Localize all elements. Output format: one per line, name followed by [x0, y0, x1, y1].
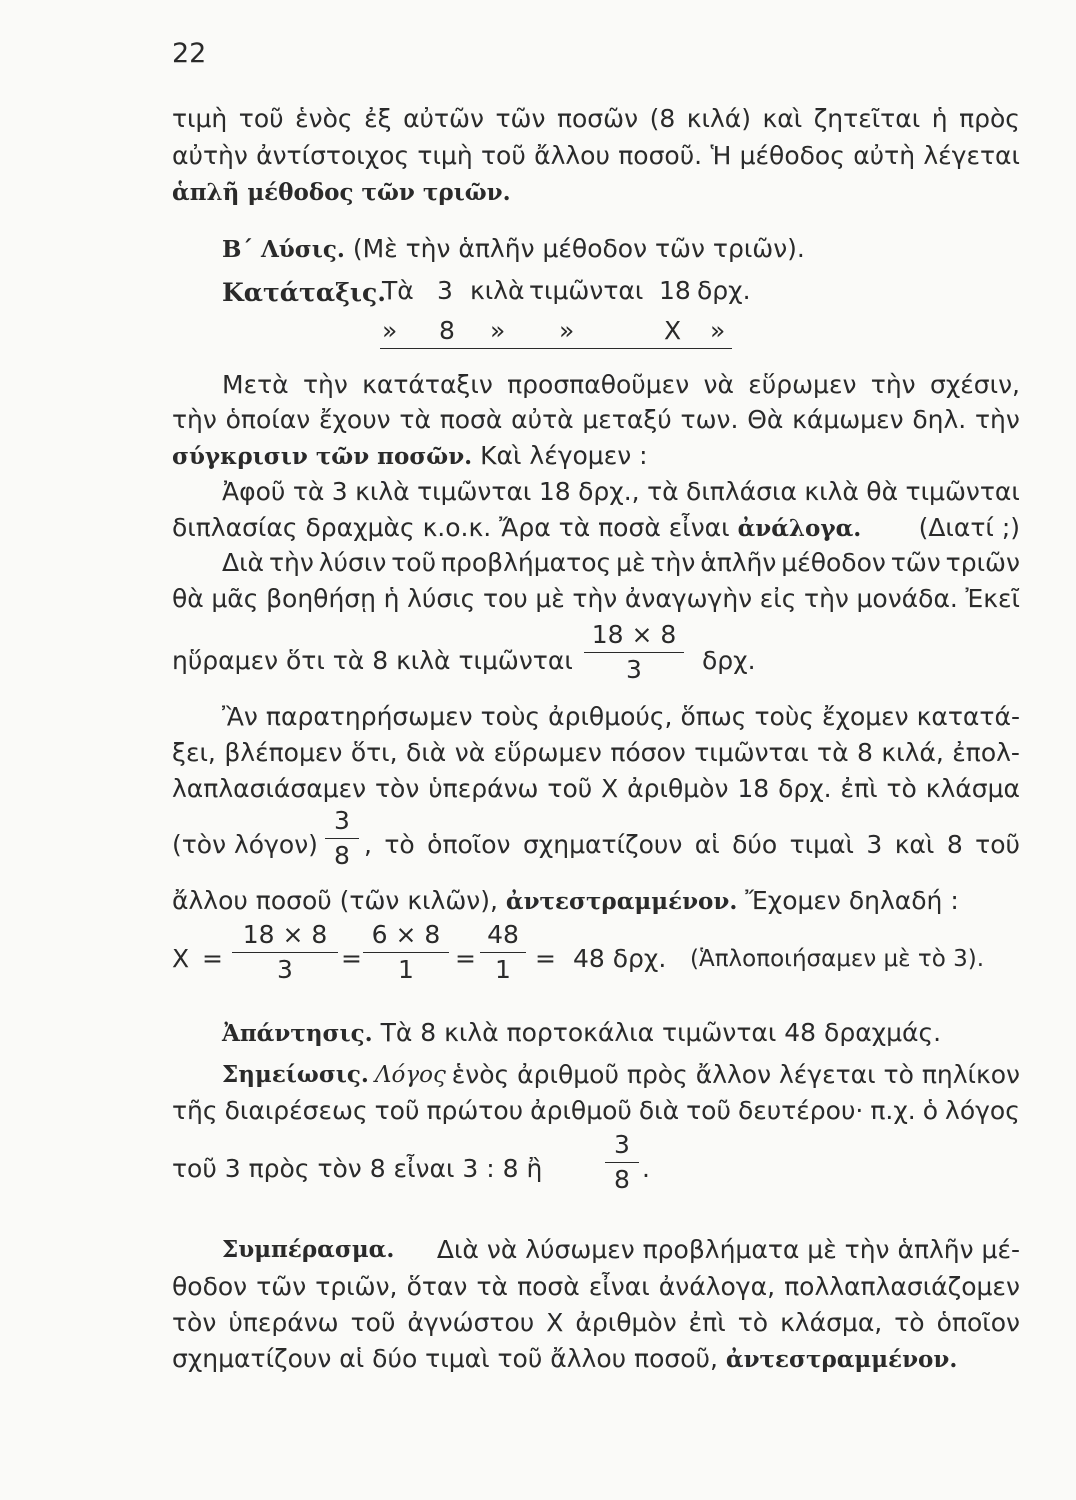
equation-lhs: Χ: [172, 944, 190, 973]
fraction: $\frac{18 \times 8}{3}$: [232, 920, 338, 985]
text-line: αὐτὴν ἀντίστοιχος τιμὴ τοῦ ἄλλου ποσοῦ. Ἡ μέθοδος αὐτὴ λέγεται: [172, 141, 1020, 170]
arrangement-row-1-word: Τὰ: [382, 276, 414, 305]
arrangement-row-2-ditto: »: [490, 316, 506, 345]
section-text: (Μὲ τὴν ἁπλῆν μέθοδον τῶν τριῶν).: [352, 234, 805, 263]
section-label: Β΄ Λύσις.: [222, 236, 345, 263]
text-line: Μετὰ τὴν κατάταξιν προσπαθοῦμεν νὰ εὕρωμεν τὴν σχέσιν,: [222, 370, 1020, 399]
fraction: $\frac{6 \times 8}{1}$: [363, 920, 449, 985]
bold-term: ἀντεστραμμένον.: [725, 1346, 958, 1373]
text-line: θὰ μᾶς βοηθήσῃ ἡ λύσις του μὲ τὴν ἀναγωγὴν εἰς τὴν μονάδα. Ἐκεῖ: [172, 584, 1020, 613]
equals-sign: =: [341, 944, 362, 973]
text-line: τῆς διαιρέσεως τοῦ πρώτου ἀριθμοῦ διὰ τοῦ δευτέρου· π.χ. ὁ λόγος: [172, 1096, 1020, 1125]
equation-note: (Ἁπλοποιήσαμεν μὲ τὸ 3).: [690, 946, 985, 972]
text-line: σύγκρισιν τῶν ποσῶν. Καὶ λέγομεν :: [172, 441, 648, 470]
arrangement-row-1-qty: 3: [437, 276, 453, 305]
text-line: Διὰ τὴν λύσιν τοῦ προβλήματος μὲ τὴν ἁπλῆν μέθοδον τῶν τριῶν: [222, 548, 1020, 577]
text-line: Ἀφοῦ τὰ 3 κιλὰ τιμῶνται 18 δρχ., τὰ διπλάσια κιλὰ θὰ τιμῶνται: [222, 477, 1020, 506]
text-line: σχηματίζουν αἱ δύο τιμαὶ τοῦ ἄλλου ποσοῦ, ἀντεστραμμένον.: [172, 1344, 958, 1373]
text-line: τὸν ὑπεράνω τοῦ ἀγνώστου Χ ἀριθμὸν ἐπὶ τὸ κλάσμα, τὸ ὁποῖον: [172, 1308, 1020, 1337]
text-line: ξει, βλέπομεν ὅτι, διὰ νὰ εὕρωμεν πόσον τιμῶνται τὰ 8 κιλά, ἐπολ-: [172, 738, 1020, 767]
unit: δρχ.: [702, 646, 756, 675]
fraction: $\frac{18 \times 8}{3}$: [584, 620, 684, 685]
page-number: 22: [172, 38, 207, 69]
text-line: λαπλασιάσαμεν τὸν ὑπεράνω τοῦ Χ ἀριθμὸν 18 δρχ. ἐπὶ τὸ κλάσμα: [172, 774, 1020, 803]
text-line: (τὸν λόγον): [172, 830, 318, 859]
arrangement-row-2-qty: 8: [439, 316, 455, 345]
equals-sign: =: [455, 944, 476, 973]
text-line: τὴν ὁποίαν ἔχουν τὰ ποσὰ αὐτὰ μεταξύ των. Θὰ κάμωμεν δηλ. τὴν: [172, 405, 1020, 434]
bold-term: ἀντεστραμμένον.: [505, 888, 738, 915]
text-line: διπλασίας δραχμὰς κ.ο.κ. Ἄρα τὰ ποσὰ εἶναι ἀνάλογα. (Διατί ;): [172, 513, 1020, 542]
arrangement-row-2-ditto: »: [710, 316, 726, 345]
text-line: τιμὴ τοῦ ἑνὸς ἐξ αὐτῶν τῶν ποσῶν (8 κιλά) καὶ ζητεῖται ἡ πρὸς: [172, 104, 1020, 133]
fraction: $\frac{3}{8}$: [605, 1130, 639, 1195]
text-line: [172, 175, 1020, 210]
text-line: ηὕραμεν ὅτι τὰ 8 κιλὰ τιμῶνται: [172, 646, 573, 675]
arrangement-row-2-unknown: Χ: [664, 316, 682, 345]
arrangement-row-2-ditto: »: [559, 316, 575, 345]
arrangement-row-1-price: 18: [659, 276, 691, 305]
section-label: Σημείωσις.: [222, 1061, 369, 1088]
answer-line: Ἀπάντησις. Τὰ 8 κιλὰ πορτοκάλια τιμῶνται 48 δραχμάς.: [222, 1018, 942, 1047]
b-solution-line: [222, 232, 1020, 267]
remark-line: Σημείωσις. Λόγος ἑνὸς ἀριθμοῦ πρὸς ἄλλον λέγεται τὸ πηλίκον: [222, 1058, 1020, 1092]
text-line: Ἂν παρατηρήσωμεν τοὺς ἀριθμούς, ὅπως τοὺς ἔχομεν κατατά-: [222, 702, 1020, 731]
fraction: $\frac{3}{8}$: [325, 806, 359, 871]
section-label: Συμπέρασμα.: [222, 1236, 395, 1263]
fraction: $\frac{48}{1}$: [480, 920, 526, 985]
arrangement-rule: [380, 348, 732, 349]
period: .: [642, 1154, 650, 1183]
bold-term: ἀνάλογα.: [737, 515, 862, 542]
bold-term: ἁπλῆ: [172, 179, 240, 206]
arrangement-row-1-unit: δρχ.: [697, 276, 751, 305]
equals-sign: =: [535, 944, 556, 973]
conclusion-line: Συμπέρασμα. Διὰ νὰ λύσωμεν προβλήματα μὲ τὴν ἁπλῆν μέ-: [222, 1233, 1020, 1267]
arrangement-row-2-ditto: »: [382, 316, 398, 345]
text-line: ἄλλου ποσοῦ (τῶν κιλῶν), ἀντεστραμμένον. Ἔχομεν δηλαδή :: [172, 886, 959, 915]
text-line: , τὸ ὁποῖον σχηματίζουν αἱ δύο τιμαὶ 3 καὶ 8 τοῦ: [364, 830, 1020, 859]
text-line: τοῦ 3 πρὸς τὸν 8 εἶναι 3 : 8 ἢ: [172, 1154, 543, 1183]
section-label: Ἀπάντησις.: [222, 1020, 373, 1047]
arrangement-row-1-word: τιμῶνται: [529, 276, 644, 305]
bold-term: μέθοδος τῶν τριῶν.: [247, 179, 511, 206]
equals-sign: =: [202, 944, 223, 973]
equation-result: 48 δρχ.: [573, 944, 667, 973]
arrangement-row-1-word: κιλὰ: [470, 276, 525, 305]
arrangement-label: Κατάταξις.: [222, 278, 386, 307]
italic-term: Λόγος: [374, 1062, 446, 1088]
text-line: θοδον τῶν τριῶν, ὅταν τὰ ποσὰ εἶναι ἀνάλογα, πολλαπλασιάζομεν: [172, 1272, 1020, 1301]
bold-term: σύγκρισιν τῶν ποσῶν.: [172, 443, 473, 470]
